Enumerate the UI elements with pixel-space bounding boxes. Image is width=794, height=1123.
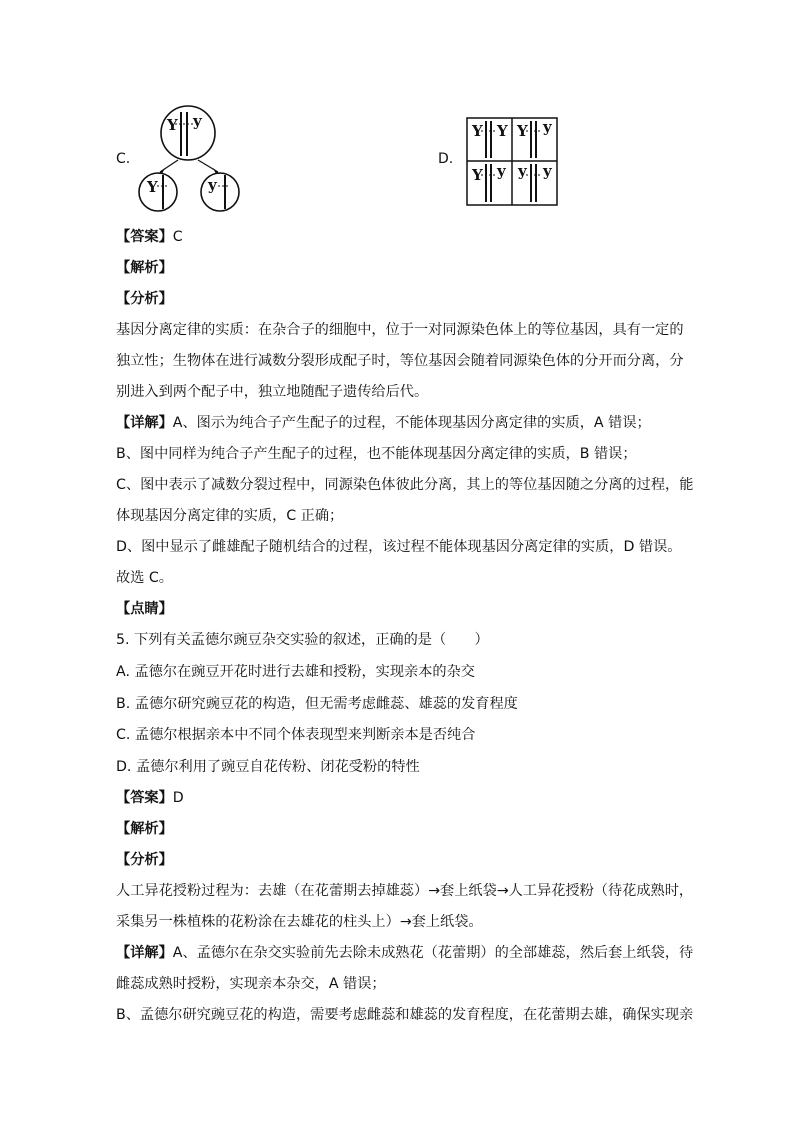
allele-label: Y [472, 122, 483, 140]
question-stem [116, 630, 489, 650]
line-text: 独立性；生物体在进行减数分裂形成配子时，等位基因会随着同源染色体的分开而分离，分 [116, 353, 684, 369]
section-tag: 【分析】 [116, 291, 173, 307]
line-text: D、图中显示了雌雄配子随机结合的过程，该过程不能体现基因分离定律的实质，D 错误。 [116, 539, 682, 555]
figure-d-gamete-combination-grid [466, 117, 558, 207]
line-text: 雌蕊成熟时授粉，实现亲本杂交，A 错误； [116, 976, 386, 992]
text-line [116, 351, 684, 371]
analysis-subheading [116, 850, 173, 870]
answer-line [116, 788, 184, 808]
option-c-label: C. [116, 151, 131, 167]
text-line [116, 506, 343, 526]
line-text: 体现基因分离定律的实质，C 正确； [116, 508, 344, 524]
section-tag: 【点睛】 [116, 601, 173, 617]
line-text: C、图中表示了减数分裂过程中，同源染色体彼此分离，其上的等位基因随之分离的过程，能 [116, 477, 694, 493]
line-text: 故选 C。 [116, 570, 173, 586]
gamete-cell [139, 173, 177, 211]
text-line [116, 320, 684, 340]
option-d [116, 757, 420, 777]
text-line [116, 475, 693, 495]
line-text: 基因分离定律的实质：在杂合子的细胞中，位于一对同源染色体上的等位基因，具有一定的 [116, 322, 684, 338]
allele-label: Y [472, 166, 483, 184]
line-text: 5. 下列有关孟德尔豌豆杂交实验的叙述，正确的是（ ） [116, 632, 489, 648]
answer-line [116, 227, 183, 247]
line-text: 人工异花授粉过程为：去雄（在花蕾期去掉雄蕊）→套上纸袋→人工异花授粉（待花成熟时， [116, 883, 694, 899]
allele-label: y [497, 162, 506, 180]
line-text: B、图中同样为纯合子产生配子的过程，也不能体现基因分离定律的实质，B 错误； [116, 446, 637, 462]
section-tag: 【分析】 [116, 852, 173, 868]
line-text: A、孟德尔在杂交实验前先去除未成熟花（花蕾期）的全部雄蕊，然后套上纸袋，待 [172, 945, 694, 961]
line-text: C [172, 229, 183, 245]
option-c [116, 725, 475, 745]
section-tag: 【解析】 [116, 260, 173, 276]
text-line [116, 1005, 693, 1025]
option-d-label: D. [438, 151, 454, 167]
detail-line [116, 943, 693, 963]
allele-label: y [193, 112, 202, 130]
gamete-cell [201, 173, 239, 211]
analysis-heading [116, 819, 173, 839]
line-text: A. 孟德尔在豌豆开花时进行去雄和授粉，实现亲本的杂交 [116, 664, 475, 680]
text-line [116, 974, 386, 994]
text-line [116, 912, 483, 932]
section-tag: 【答案】 [116, 790, 173, 806]
line-text: D. 孟德尔利用了豌豆自花传粉、闭花受粉的特性 [116, 759, 420, 775]
line-text: A、图示为纯合子产生配子的过程，不能体现基因分离定律的实质，A 错误； [172, 415, 651, 431]
text-line [116, 444, 637, 464]
text-line [116, 881, 693, 901]
analysis-subheading [116, 289, 173, 309]
line-text: 采集另一株植株的花粉涂在去雄花的柱头上）→套上纸袋。 [116, 914, 483, 930]
text-line [116, 382, 428, 402]
option-b [116, 694, 518, 714]
allele-label: Y [517, 122, 528, 140]
analysis-heading [116, 258, 173, 278]
section-tag: 【详解】 [116, 945, 173, 961]
text-line [116, 568, 173, 588]
line-text: B、孟德尔研究豌豆花的构造，需要考虑雌蕊和雄蕊的发育程度，在花蕾期去雄，确保实现亲 [116, 1007, 694, 1023]
allele-label: Y [497, 122, 508, 140]
section-tag: 【详解】 [116, 415, 173, 431]
figure-c-gamete-formation [138, 100, 248, 215]
option-a [116, 662, 475, 682]
allele-label: Y [147, 178, 158, 196]
section-tag: 【答案】 [116, 229, 173, 245]
allele-label: Y [167, 116, 178, 134]
allele-label: y [518, 162, 527, 180]
comment-heading [116, 599, 173, 619]
detail-line [116, 413, 651, 433]
text-line [116, 537, 682, 557]
line-text: B. 孟德尔研究豌豆花的构造，但无需考虑雌蕊、雄蕊的发育程度 [116, 696, 518, 712]
allele-label: y [543, 118, 552, 136]
line-text: D [172, 790, 184, 806]
allele-label: y [208, 176, 217, 194]
allele-label: y [543, 162, 552, 180]
line-text: 别进入到两个配子中，独立地随配子遗传给后代。 [116, 384, 429, 400]
section-tag: 【解析】 [116, 821, 173, 837]
line-text: C. 孟德尔根据亲本中不同个体表现型来判断亲本是否纯合 [116, 727, 476, 743]
